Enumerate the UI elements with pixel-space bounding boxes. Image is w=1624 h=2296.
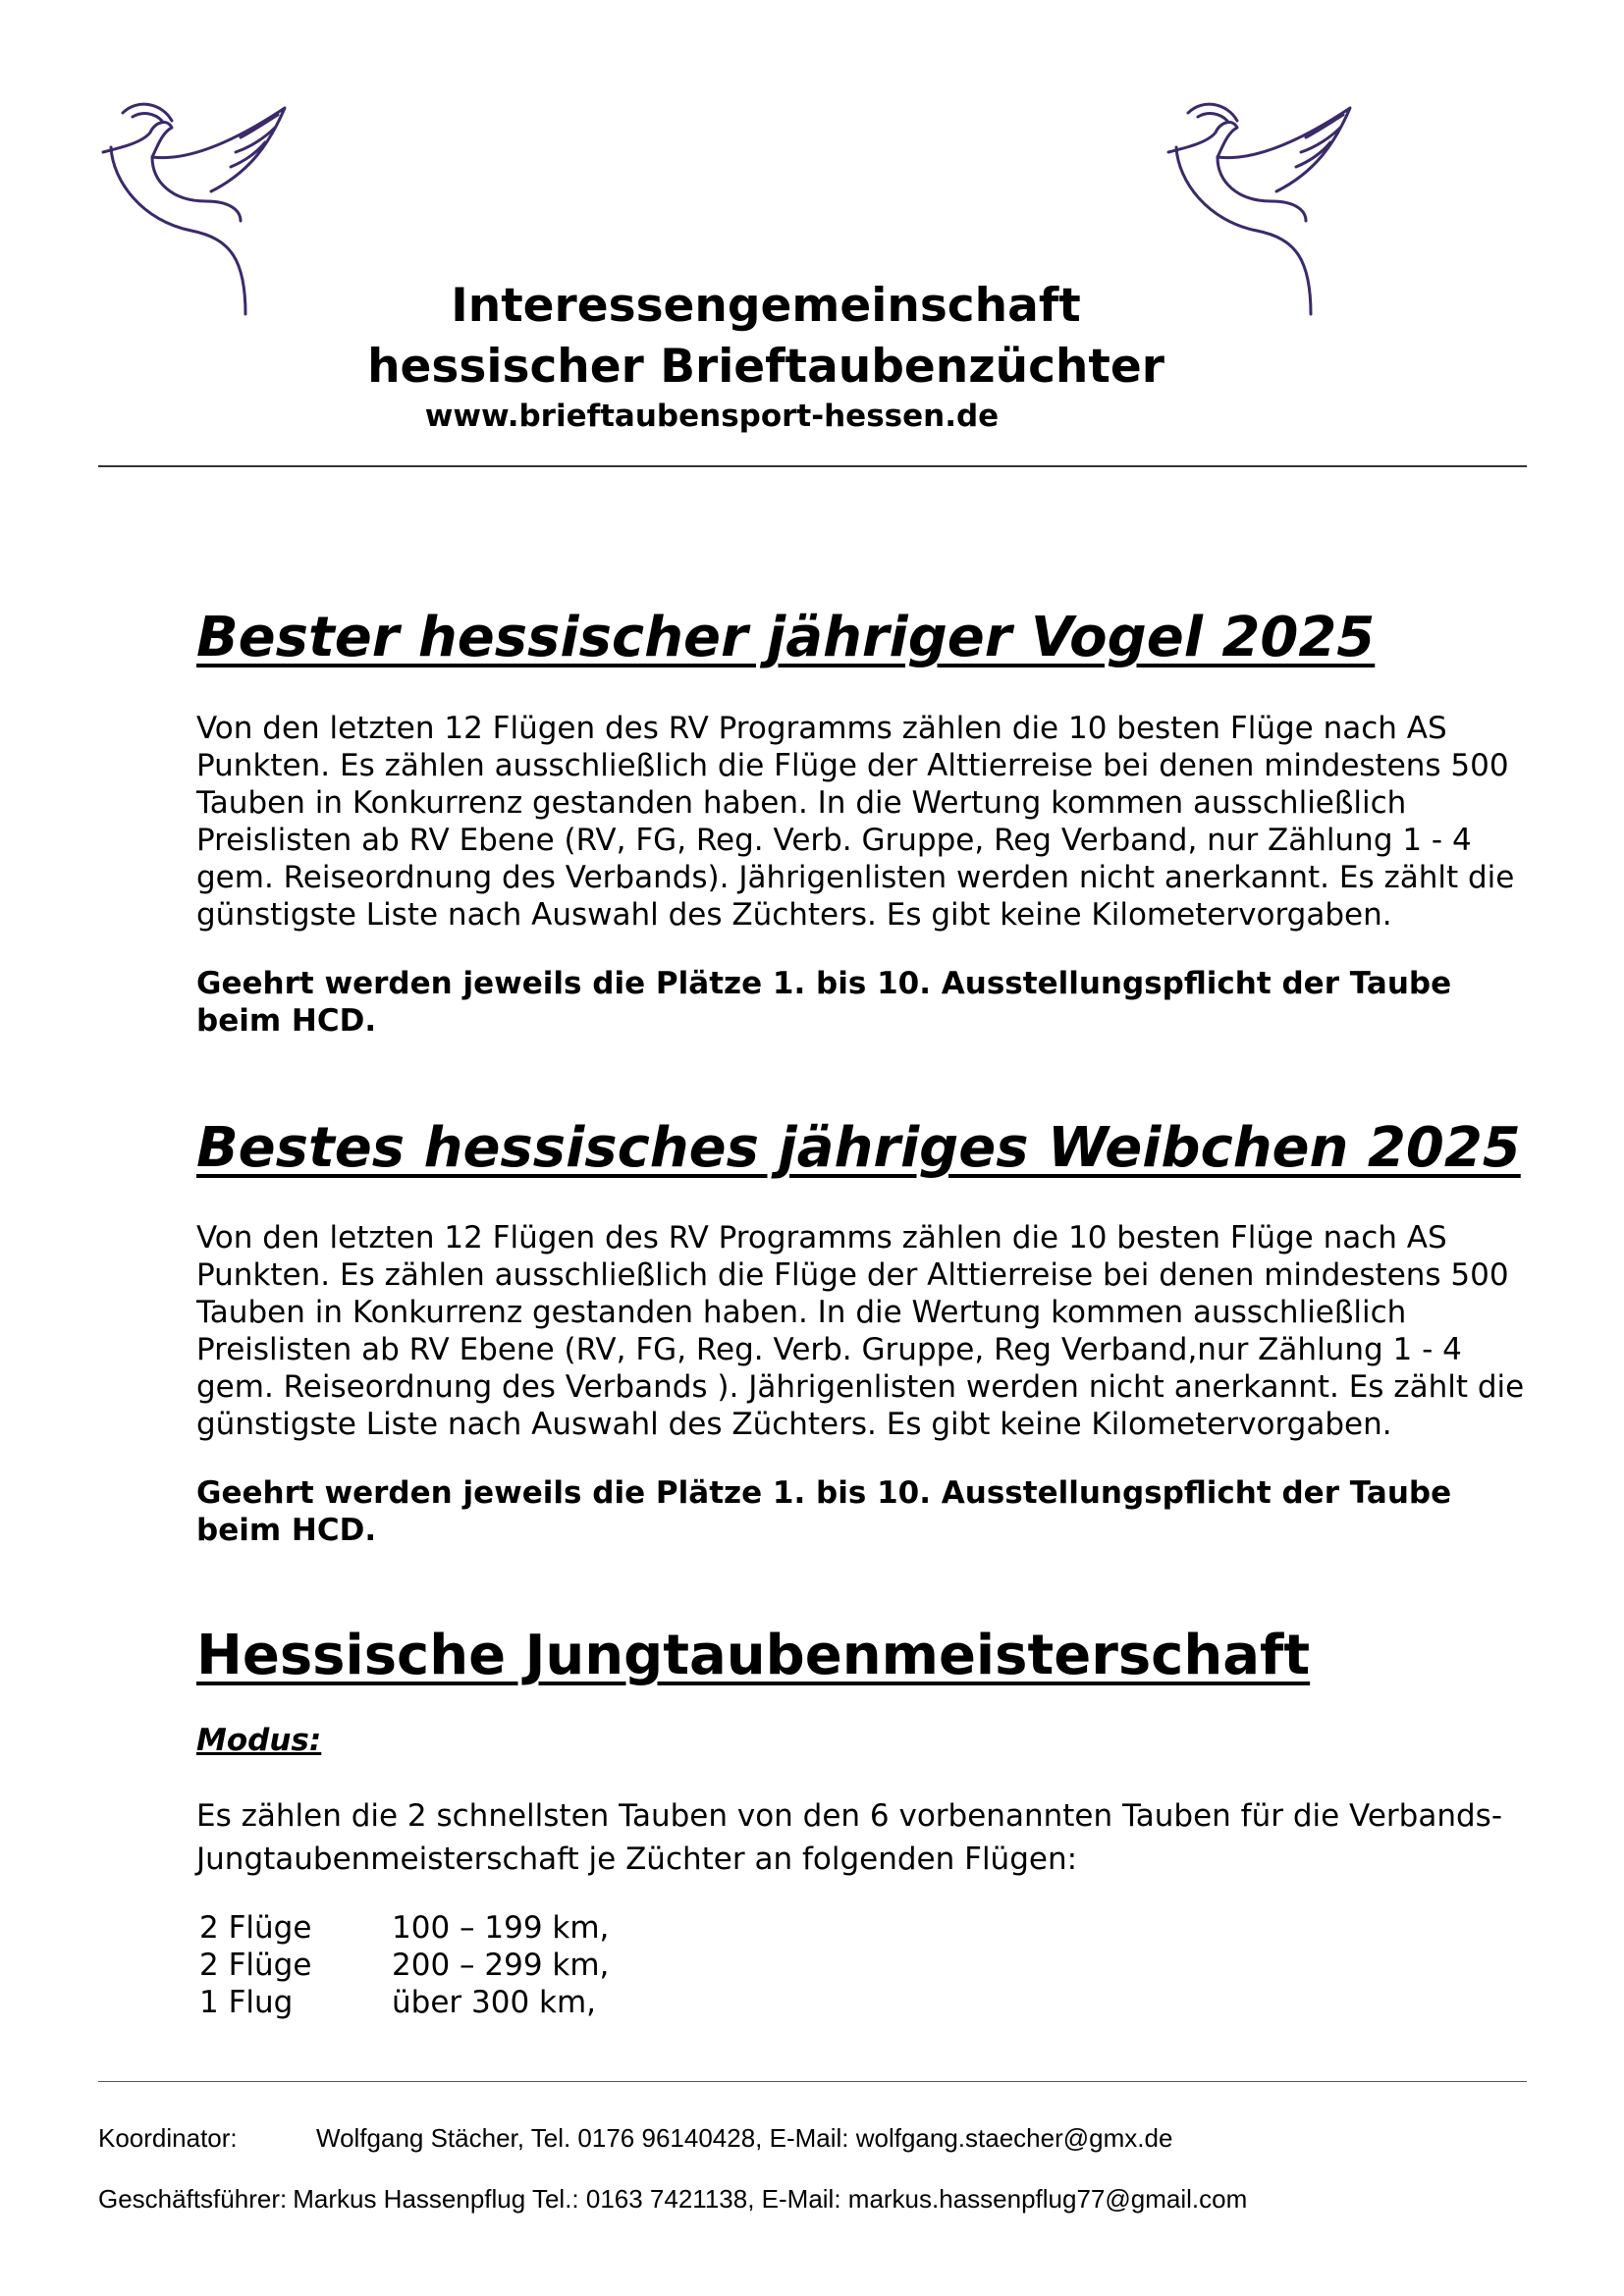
coordinator-contact: Wolfgang Stächer, Tel. 0176 96140428, E-Mail: wolfgang.staecher@gmx.de xyxy=(316,2123,1173,2153)
manager-label: Geschäftsführer: xyxy=(98,2184,288,2214)
section-title-jungtauben: Hessische Jungtaubenmeisterschaft xyxy=(196,1624,1311,1687)
website-link[interactable]: www.brieftaubensport-hessen.de xyxy=(424,399,1000,434)
flight-range: 200 – 299 km, xyxy=(392,1948,610,1983)
list-item xyxy=(199,1909,609,1947)
flight-range: 100 – 199 km, xyxy=(392,1910,610,1946)
flight-count: 2 Flüge xyxy=(199,1910,312,1946)
section-body-vogel: Von den letzten 12 Flügen des RV Programms zählen die 10 besten Flüge nach AS Punkten. Es zählen ausschließlich die Flüge der Alttierreise bei denen mindestens 500 Tauben in Konkurrenz gestanden haben. In die Wertung kommen ausschließlich Preislisten ab RV Ebene (RV, FG, Reg. Verb. Gruppe, Reg Verband, nur Zählung 1 - 4 gem. Reiseordnung des Verbands). Jährigenlisten werden nicht anerkannt. Es zählt die günstigste Liste nach Auswahl des Züchters. Es gibt keine Kilometervorgaben. xyxy=(196,711,1515,933)
section-note-weibchen: Geehrt werden jeweils die Plätze 1. bis 10. Ausstellungspflicht der Taube beim HCD. xyxy=(196,1475,1452,1548)
list-item xyxy=(199,1947,609,1984)
header-divider xyxy=(98,465,1527,467)
list-item xyxy=(199,1984,609,2021)
coordinator-label: Koordinator: xyxy=(98,2123,238,2153)
modus-label: Modus: xyxy=(196,1723,322,1758)
section-title-weibchen: Bestes hessisches jähriges Weibchen 2025 xyxy=(196,1116,1521,1180)
footer-coordinator xyxy=(98,2122,1172,2154)
org-name-line1: Interessengemeinschaft xyxy=(451,279,1081,333)
org-name-line2: hessischer Brieftaubenzüchter xyxy=(367,340,1164,394)
footer-manager xyxy=(98,2183,1247,2215)
footer-divider xyxy=(98,2081,1527,2082)
section-body-jungtauben: Es zählen die 2 schnellsten Tauben von den 6 vorbenannten Tauben für die Verbands-Jungtaubenmeisterschaft je Züchter an folgenden Flügen: xyxy=(196,1798,1503,1877)
section-note-vogel: Geehrt werden jeweils die Plätze 1. bis 10. Ausstellungspflicht der Taube beim HCD. xyxy=(196,966,1452,1039)
section-body-weibchen: Von den letzten 12 Flügen des RV Programms zählen die 10 besten Flüge nach AS Punkten. Es zählen ausschließlich die Flüge der Alttierreise bei denen mindestens 500 Tauben in Konkurrenz gestanden haben. In die Wertung kommen ausschließlich Preislisten ab RV Ebene (RV, FG, Reg. Verb. Gruppe, Reg Verband,nur Zählung 1 - 4 gem. Reiseordnung des Verbands ). Jährigenlisten werden nicht anerkannt. Es zählt die günstigste Liste nach Auswahl des Züchters. Es gibt keine Kilometervorgaben. xyxy=(196,1220,1525,1442)
flight-count: 2 Flüge xyxy=(199,1948,312,1983)
flight-range: über 300 km, xyxy=(392,1985,597,2020)
flight-count: 1 Flug xyxy=(199,1985,294,2020)
manager-contact: Markus Hassenpflug Tel.: 0163 7421138, E-Mail: markus.hassenpflug77@gmail.com xyxy=(293,2184,1248,2214)
section-title-vogel: Bester hessischer jähriger Vogel 2025 xyxy=(196,606,1376,669)
flight-list xyxy=(199,1909,609,2021)
